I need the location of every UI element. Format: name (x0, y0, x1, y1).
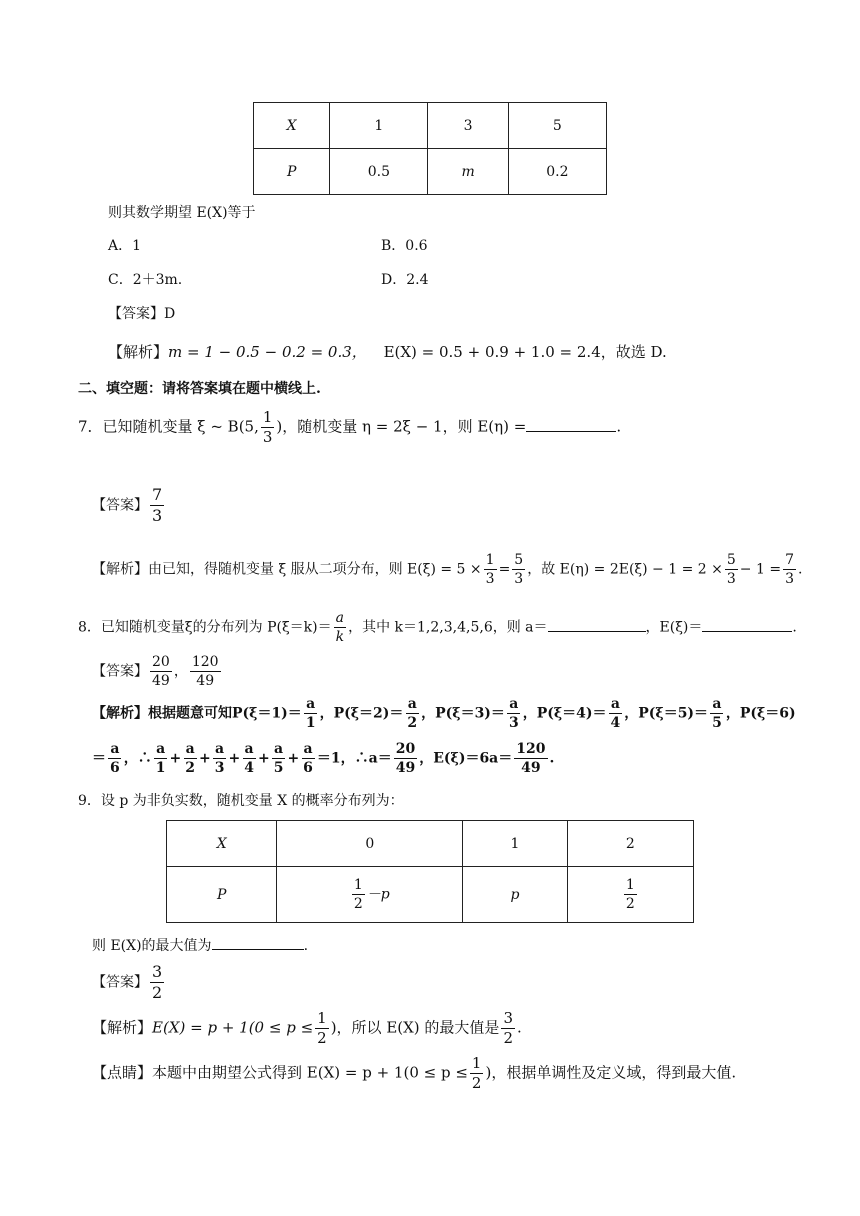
frac-num: 1 (471, 1054, 482, 1072)
frac-num: 1 (625, 877, 635, 893)
q6-option-c: C．2＋3m. (108, 272, 183, 288)
section-title: 二、填空题：请将答案填在题中横线上. (78, 381, 321, 397)
frac-den: 3 (262, 428, 273, 446)
fraction (183, 742, 197, 775)
table2-row-p: P (167, 867, 277, 923)
frac-den: 2 (317, 1029, 327, 1047)
fraction (609, 697, 623, 730)
frac-den: 49 (395, 760, 416, 776)
therefore-a: ∴a＝ (354, 750, 392, 767)
frac-num: a (610, 696, 620, 712)
frac-den: 1 (155, 760, 166, 776)
frac-num: a (306, 696, 316, 712)
fraction (261, 410, 275, 445)
note-text: )，根据单调性及定义域，得到最大值. (485, 1063, 737, 1082)
frac-den: 3 (785, 571, 794, 587)
fraction (512, 553, 525, 586)
q6-stem: 则其数学期望 E(X)等于 (108, 205, 256, 221)
table2-cell-0 (277, 867, 463, 923)
frac-num: 1 (262, 408, 273, 426)
fraction (710, 697, 724, 730)
frac-num: a (335, 610, 345, 626)
distribution-table-1 (253, 102, 607, 195)
prob-6: P(ξ＝6) (739, 705, 796, 722)
table2-header-2: 2 (567, 821, 693, 867)
expectation: E(ξ)＝6a＝ (433, 750, 513, 767)
table2-header-1: 1 (463, 821, 567, 867)
fraction (213, 742, 227, 775)
frac-num: a (110, 741, 120, 757)
frac-num: 1 (485, 552, 495, 568)
fraction (301, 742, 315, 775)
frac-num: a (303, 741, 313, 757)
frac-num: 20 (152, 654, 170, 670)
fraction (352, 878, 365, 911)
frac-den: 3 (485, 571, 495, 587)
fraction (108, 742, 122, 775)
analysis-text: ，故 E(η) = 2E(ξ) − 1 = 2 × (527, 561, 723, 578)
frac-den: 4 (244, 760, 254, 776)
sum-equals: ＝1， (316, 750, 355, 767)
analysis-text: 由已知，得随机变量 ξ 服从二项分布，则 E(ξ) = 5 × (148, 561, 482, 578)
frac-num: a (509, 696, 519, 712)
prob-3: P(ξ＝3)＝ (435, 705, 505, 722)
frac-den: 2 (471, 1074, 482, 1092)
table1-header-x: X (254, 103, 330, 149)
q8-prefix: 8．已知随机变量ξ的分布列为 P(ξ＝k)＝ (78, 619, 332, 636)
cell-tail: －p (366, 886, 390, 903)
table1-header-5: 5 (508, 103, 606, 149)
q8-mid: ，其中 k＝1,2,3,4,5,6，则 a＝ (348, 619, 548, 636)
fraction (334, 611, 346, 644)
fraction (470, 1056, 484, 1091)
frac-num: a (407, 696, 417, 712)
note-text: 本题中由期望公式得到 E(X) = p + 1(0 ≤ p ≤ (152, 1063, 468, 1082)
analysis-label: 【解析】 (92, 1018, 153, 1037)
prob-2: P(ξ＝2)＝ (333, 705, 404, 722)
analysis-label: 【解析】 (92, 705, 148, 722)
frac-den: 5 (273, 760, 284, 776)
q8-end: . (792, 619, 797, 636)
q8-answer (92, 655, 223, 688)
q9-analysis (92, 1011, 522, 1046)
frac-num: 120 (191, 654, 219, 670)
frac-num: a (185, 741, 195, 757)
fraction (484, 553, 497, 586)
period: . (797, 561, 803, 578)
analysis-text: − 1 = (739, 561, 782, 578)
analysis-eq1: m = 1 − 0.5 − 0.2 = 0.3， (168, 343, 367, 361)
frac-den: 6 (303, 760, 313, 776)
table1-cell-5: 0.2 (508, 149, 606, 195)
comma: ， (173, 663, 188, 680)
analysis-label: 【解析】 (108, 343, 169, 361)
analysis-eq2: E(X) = 0.5 + 0.9 + 1.0 = 2.4，故选 D. (383, 343, 667, 361)
frac-num: 20 (395, 741, 416, 757)
frac-num: a (156, 741, 166, 757)
fraction (315, 1011, 329, 1046)
frac-den: 1 (305, 715, 316, 731)
frac-den: k (335, 629, 345, 645)
q7-answer (92, 487, 166, 524)
equals: = (498, 561, 511, 578)
frac-num: 7 (785, 552, 794, 568)
table1-cell-m: m (428, 149, 508, 195)
q8-stem (78, 611, 797, 644)
therefore: ∴ (137, 750, 152, 767)
frac-num: a (274, 741, 284, 757)
q8-analysis-line1: 【解析】根据题意可知P(ξ＝1)＝ $\frac{a}{1}$ ，P(ξ＝2)＝ $\frac{a}{2}$ ，P(ξ＝3)＝ $\frac{a}{3}$ ，P(ξ＝4)＝ $\frac{a}{4}$ ，P(ξ＝5)＝ $\frac{a}{5}$ ，P(ξ＝6) (92, 696, 796, 731)
fraction (394, 742, 417, 775)
table2-header-0: 0 (277, 821, 463, 867)
fraction (304, 697, 318, 730)
analysis-text: E(X) = p + 1(0 ≤ p ≤ (152, 1018, 314, 1037)
frac-num: 5 (514, 552, 524, 568)
frac-num: 5 (726, 552, 736, 568)
answer-label: 【答案】 (108, 306, 164, 322)
frac-den: 2 (185, 760, 195, 776)
fraction (150, 964, 164, 1001)
frac-den: 3 (508, 715, 519, 731)
frac-num: a (712, 696, 722, 712)
fraction (624, 878, 637, 911)
table1-header-1: 1 (330, 103, 428, 149)
fraction (514, 742, 547, 775)
q7-prefix: 7．已知随机变量 ξ ~ B(5, (78, 417, 259, 436)
fraction (242, 742, 256, 775)
frac-den: 49 (196, 673, 215, 689)
frac-num: 120 (516, 741, 546, 757)
frac-den: 3 (514, 571, 524, 587)
table2-cell-2 (567, 867, 693, 923)
fraction (190, 655, 221, 688)
q8-analysis-line2: ＝ $\frac{a}{6}$ ，∴ $\frac{a}{1}$ + $\frac{a}{2}$ + $\frac{a}{3}$ + $\frac{a}{4}$ + $\frac{a}{5}$ + $\frac{a}{6}$ ＝1，∴a＝ $\frac{20}{49}$ ，E(ξ)＝6a＝ $\frac{120}{49}$ . (92, 741, 555, 776)
table1-row-p: P (254, 149, 330, 195)
frac-num: 7 (152, 485, 163, 504)
frac-num: a (215, 741, 225, 757)
fraction (501, 1011, 515, 1046)
q7-mid: )，随机变量 η = 2ξ − 1，则 E(η) = (276, 417, 527, 436)
table2-header-x: X (167, 821, 277, 867)
answer-value: D (164, 306, 176, 322)
q9-stem: 9．设 p 为非负实数，随机变量 X 的概率分布列为： (78, 793, 404, 809)
answer-blank-e[interactable] (702, 617, 792, 632)
frac-den: 2 (353, 896, 363, 912)
frac-den: 3 (726, 571, 736, 587)
fraction (405, 697, 419, 730)
frac-den: 4 (610, 715, 621, 731)
q7-stem (78, 410, 621, 445)
q7-analysis (92, 553, 802, 586)
frac-den: 2 (152, 983, 163, 1002)
q9-after-text: 则 E(X)的最大值为 (92, 938, 212, 954)
prob-4: P(ξ＝4)＝ (536, 705, 607, 722)
frac-den: 3 (152, 506, 163, 525)
frac-num: 1 (317, 1009, 327, 1027)
distribution-table-2 (166, 820, 694, 923)
answer-label: 【答案】 (92, 974, 148, 991)
period: . (516, 1018, 522, 1037)
answer-blank[interactable] (212, 935, 304, 950)
analysis-label: 【解析】 (92, 561, 148, 578)
q6-option-b: B．0.6 (381, 238, 428, 254)
answer-label: 【答案】 (92, 497, 148, 514)
fraction (272, 742, 286, 775)
q9-after (92, 935, 308, 955)
q6-answer (108, 306, 175, 323)
q6-analysis (108, 343, 667, 361)
prob-1: P(ξ＝1)＝ (232, 705, 302, 722)
analysis-lead: 根据题意可知 (148, 705, 232, 722)
frac-den: 5 (712, 715, 722, 731)
analysis-text: )，所以 E(X) 的最大值是 (330, 1018, 500, 1037)
answer-blank[interactable] (526, 417, 616, 432)
q6-option-a: A．1 (108, 238, 142, 254)
q9-note (92, 1056, 736, 1091)
q9-answer (92, 964, 166, 1001)
table1-cell-1: 0.5 (330, 149, 428, 195)
q9-end: . (303, 938, 309, 954)
q8-mid2: ，E(ξ)＝ (645, 619, 703, 636)
frac-den: 2 (407, 715, 418, 731)
prob-5: P(ξ＝5)＝ (638, 705, 709, 722)
table1-header-3: 3 (428, 103, 508, 149)
answer-blank-a[interactable] (548, 617, 646, 632)
fraction (783, 553, 796, 586)
fraction (725, 553, 738, 586)
frac-den: 6 (110, 760, 120, 776)
table2-cell-1: p (463, 867, 567, 923)
q6-option-d: D．2.4 (381, 272, 429, 288)
frac-den: 49 (521, 760, 541, 776)
frac-den: 2 (503, 1029, 513, 1047)
fraction (150, 487, 164, 524)
answer-label: 【答案】 (92, 663, 148, 680)
fraction (507, 697, 521, 730)
frac-num: 3 (152, 962, 163, 981)
fraction (150, 655, 172, 688)
fraction (154, 742, 168, 775)
frac-num: a (244, 741, 254, 757)
note-label: 【点睛】 (92, 1063, 153, 1082)
q7-end: . (616, 417, 622, 436)
frac-num: 3 (503, 1009, 513, 1027)
frac-num: 1 (353, 877, 363, 893)
frac-den: 2 (625, 896, 635, 912)
frac-den: 49 (152, 673, 170, 689)
frac-den: 3 (214, 760, 225, 776)
